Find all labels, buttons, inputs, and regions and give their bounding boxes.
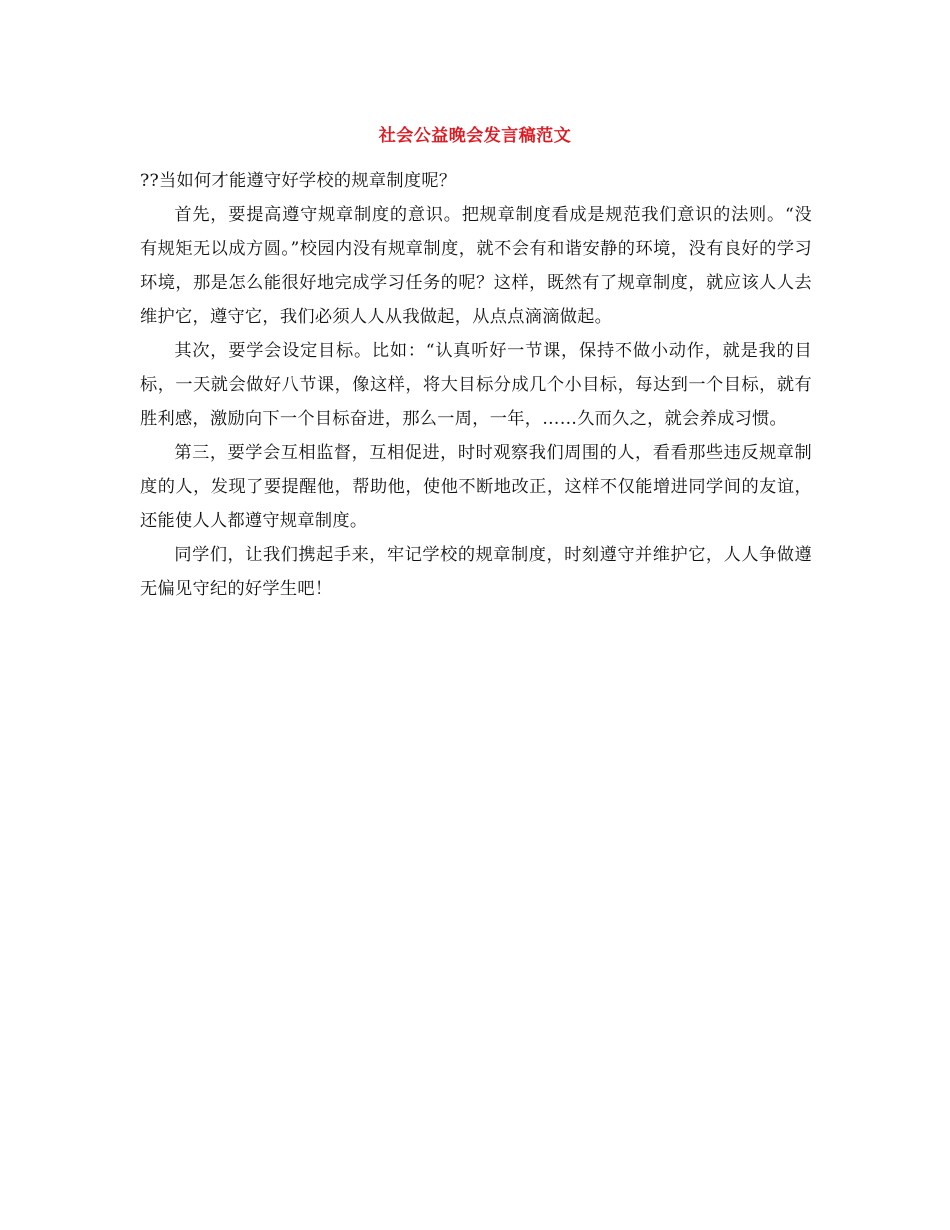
paragraph-second-point: 其次，要学会设定目标。比如：“认真听好一节课，保持不做小动作，就是我的目标，一天就会做好八节课，像这样，将大目标分成几个小目标，每达到一个目标，就有胜利感，激励向下一个目标奋进，那么一周，一年，……久而久之，就会养成习惯。: [140, 341, 812, 429]
document-title: 社会公益晚会发言稿范文: [378, 126, 572, 146]
paragraph-closing: 同学们，让我们携起手来，牢记学校的规章制度，时刻遵守并维护它，人人争做遵无偏见守纪的好学生吧！: [140, 545, 812, 599]
document-body: [140, 164, 812, 606]
paragraph-first-point: 首先，要提高遵守规章制度的意识。把规章制度看成是规范我们意识的法则。“没有规矩无以成方圆。”校园内没有规章制度，就不会有和谐安静的环境，没有良好的学习环境，那是怎么能很好地完成学习任务的呢？这样，既然有了规章制度，就应该人人去维护它，遵守它，我们必须人人从我做起，从点点滴滴做起。: [140, 205, 812, 327]
paragraph-intro-question: ??当如何才能遵守好学校的规章制度呢？: [140, 171, 457, 191]
paragraph-third-point: 第三，要学会互相监督，互相促进，时时观察我们周围的人，看看那些违反规章制度的人，发现了要提醒他，帮助他，使他不断地改正，这样不仅能增进同学间的友谊，还能使人人都遵守规章制度。: [140, 443, 812, 531]
